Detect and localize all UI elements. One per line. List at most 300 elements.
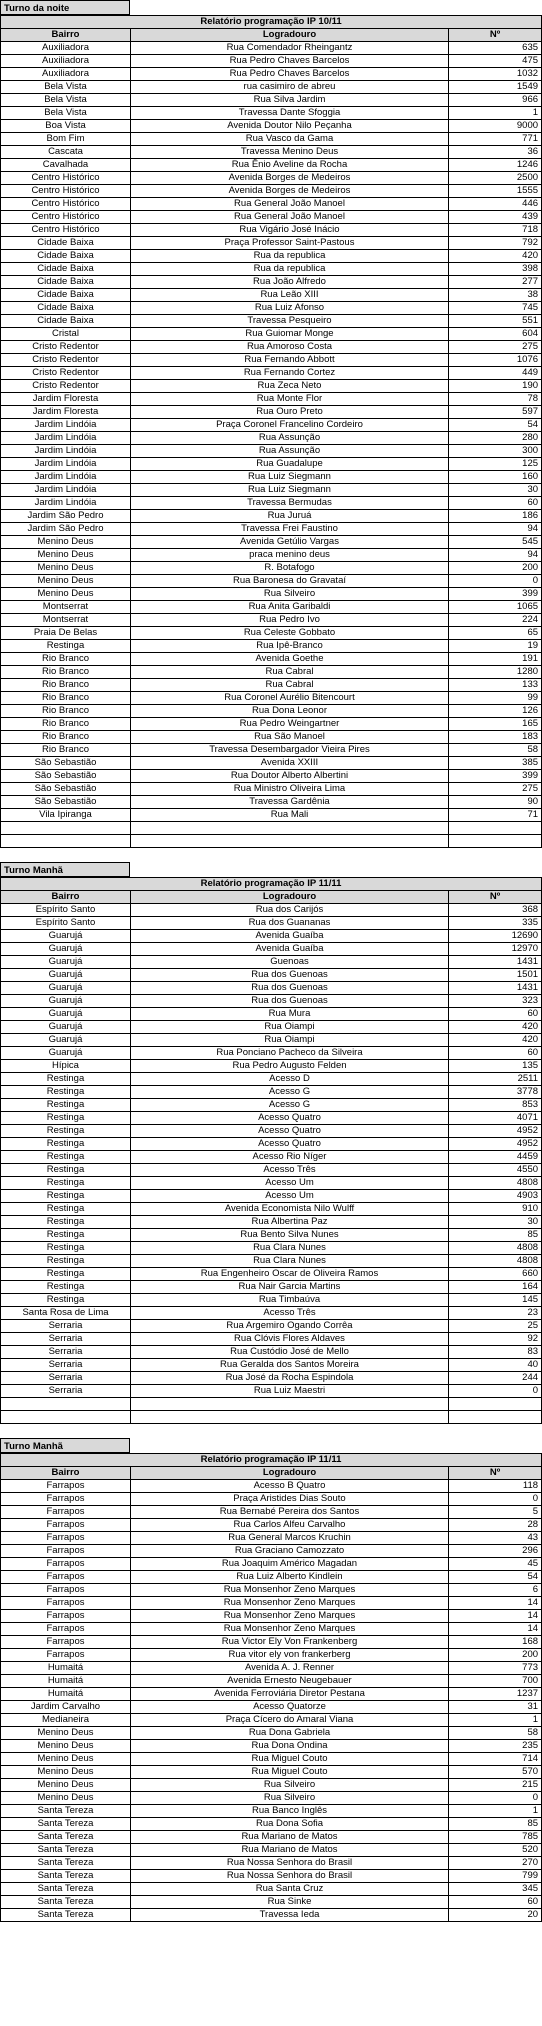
cell-logradouro[interactable]: Travessa Menino Deus [131,146,449,159]
cell-numero[interactable]: 20 [449,1909,542,1922]
cell-bairro[interactable]: Cavalhada [1,159,131,172]
cell-numero[interactable]: 25 [449,1320,542,1333]
cell-bairro[interactable]: Restinga [1,1281,131,1294]
cell-logradouro[interactable]: Rua Mariano de Matos [131,1844,449,1857]
cell-bairro[interactable]: Santa Tereza [1,1805,131,1818]
cell-bairro[interactable]: São Sebastião [1,770,131,783]
cell-numero[interactable]: 5 [449,1506,542,1519]
cell-bairro[interactable]: Guarujá [1,1021,131,1034]
cell-numero[interactable]: 164 [449,1281,542,1294]
cell-numero[interactable]: 1076 [449,354,542,367]
cell-numero[interactable]: 551 [449,315,542,328]
cell-numero[interactable]: 54 [449,1571,542,1584]
cell-numero[interactable]: 1237 [449,1688,542,1701]
shift-label[interactable]: Turno Manhã [0,862,130,877]
cell-logradouro[interactable]: Rua Albertina Paz [131,1216,449,1229]
empty-cell[interactable] [1,822,131,835]
cell-numero[interactable]: 38 [449,289,542,302]
cell-logradouro[interactable]: Rua Ipê-Branco [131,640,449,653]
cell-numero[interactable]: 1501 [449,969,542,982]
cell-numero[interactable]: 94 [449,523,542,536]
cell-logradouro[interactable]: Rua dos Guenoas [131,995,449,1008]
cell-numero[interactable]: 345 [449,1883,542,1896]
cell-bairro[interactable]: Restinga [1,1151,131,1164]
cell-numero[interactable]: 92 [449,1333,542,1346]
cell-numero[interactable]: 420 [449,1034,542,1047]
cell-numero[interactable]: 1032 [449,68,542,81]
cell-bairro[interactable]: Restinga [1,1164,131,1177]
cell-numero[interactable]: 145 [449,1294,542,1307]
cell-logradouro[interactable]: Rua Assunção [131,432,449,445]
cell-bairro[interactable]: Rio Branco [1,705,131,718]
cell-numero[interactable]: 94 [449,549,542,562]
cell-logradouro[interactable]: Avenida XXIII [131,757,449,770]
cell-bairro[interactable]: Farrapos [1,1610,131,1623]
cell-bairro[interactable]: Menino Deus [1,562,131,575]
cell-bairro[interactable]: Santa Tereza [1,1896,131,1909]
cell-numero[interactable]: 773 [449,1662,542,1675]
cell-bairro[interactable]: Jardim Lindóia [1,458,131,471]
cell-bairro[interactable]: Farrapos [1,1519,131,1532]
cell-logradouro[interactable]: Rua Pedro Chaves Barcelos [131,55,449,68]
cell-bairro[interactable]: Restinga [1,1073,131,1086]
cell-bairro[interactable]: Santa Tereza [1,1818,131,1831]
cell-logradouro[interactable]: Rua Geralda dos Santos Moreira [131,1359,449,1372]
cell-numero[interactable]: 604 [449,328,542,341]
cell-numero[interactable]: 300 [449,445,542,458]
cell-bairro[interactable]: Jardim Lindóia [1,484,131,497]
cell-bairro[interactable]: Guarujá [1,1047,131,1060]
cell-logradouro[interactable]: Rua Mura [131,1008,449,1021]
cell-logradouro[interactable]: Guenoas [131,956,449,969]
cell-bairro[interactable]: Rio Branco [1,692,131,705]
cell-numero[interactable]: 1431 [449,982,542,995]
cell-bairro[interactable]: Farrapos [1,1480,131,1493]
cell-bairro[interactable]: Restinga [1,1216,131,1229]
cell-bairro[interactable]: Santa Tereza [1,1857,131,1870]
report-title[interactable]: Relatório programação IP 10/11 [1,16,542,29]
cell-bairro[interactable]: Restinga [1,1294,131,1307]
cell-logradouro[interactable]: Acesso Quatro [131,1138,449,1151]
cell-logradouro[interactable]: Acesso Quatorze [131,1701,449,1714]
cell-bairro[interactable]: Restinga [1,1190,131,1203]
cell-numero[interactable]: 85 [449,1818,542,1831]
cell-bairro[interactable]: Auxiliadora [1,68,131,81]
cell-numero[interactable]: 19 [449,640,542,653]
cell-numero[interactable]: 799 [449,1870,542,1883]
cell-numero[interactable]: 275 [449,783,542,796]
cell-logradouro[interactable]: Rua Amoroso Costa [131,341,449,354]
cell-bairro[interactable]: Santa Tereza [1,1870,131,1883]
cell-logradouro[interactable]: Acesso Três [131,1164,449,1177]
cell-numero[interactable]: 135 [449,1060,542,1073]
cell-numero[interactable]: 1 [449,1714,542,1727]
cell-bairro[interactable]: Centro Histórico [1,224,131,237]
cell-bairro[interactable]: Jardim São Pedro [1,523,131,536]
cell-bairro[interactable]: Guarujá [1,995,131,1008]
cell-logradouro[interactable]: Rua Cabral [131,666,449,679]
cell-logradouro[interactable]: Rua Joaquim Américo Magadan [131,1558,449,1571]
cell-numero[interactable]: 200 [449,1649,542,1662]
cell-bairro[interactable]: Cascata [1,146,131,159]
cell-numero[interactable]: 30 [449,484,542,497]
cell-logradouro[interactable]: Acesso Quatro [131,1112,449,1125]
cell-numero[interactable]: 966 [449,94,542,107]
cell-bairro[interactable]: Menino Deus [1,536,131,549]
cell-logradouro[interactable]: Rua Ponciano Pacheco da Silveira [131,1047,449,1060]
cell-logradouro[interactable]: Avenida Borges de Medeiros [131,185,449,198]
cell-numero[interactable]: 36 [449,146,542,159]
shift-label[interactable]: Turno Manhã [0,1438,130,1453]
cell-logradouro[interactable]: Rua Santa Cruz [131,1883,449,1896]
cell-bairro[interactable]: São Sebastião [1,757,131,770]
cell-bairro[interactable]: Guarujá [1,930,131,943]
empty-cell[interactable] [131,822,449,835]
cell-numero[interactable]: 186 [449,510,542,523]
cell-bairro[interactable]: Restinga [1,1086,131,1099]
cell-bairro[interactable]: Restinga [1,1229,131,1242]
cell-numero[interactable]: 4808 [449,1255,542,1268]
cell-logradouro[interactable]: Travessa Frei Faustino [131,523,449,536]
empty-cell[interactable] [1,835,131,848]
cell-numero[interactable]: 12970 [449,943,542,956]
cell-logradouro[interactable]: Rua Luiz Siegmann [131,484,449,497]
cell-numero[interactable]: 0 [449,1493,542,1506]
cell-bairro[interactable]: Jardim Lindóia [1,445,131,458]
cell-logradouro[interactable]: Rua dos Guenoas [131,969,449,982]
cell-logradouro[interactable]: Rua Carlos Alfeu Carvalho [131,1519,449,1532]
cell-bairro[interactable]: Menino Deus [1,588,131,601]
cell-bairro[interactable]: Cidade Baixa [1,250,131,263]
empty-cell[interactable] [449,822,542,835]
cell-numero[interactable]: 40 [449,1359,542,1372]
cell-logradouro[interactable]: Rua Engenheiro Oscar de Oliveira Ramos [131,1268,449,1281]
cell-bairro[interactable]: Serraria [1,1359,131,1372]
cell-logradouro[interactable]: Rua José da Rocha Espindola [131,1372,449,1385]
cell-logradouro[interactable]: Rua Anita Garibaldi [131,601,449,614]
cell-numero[interactable]: 475 [449,55,542,68]
cell-logradouro[interactable]: Rua Silveiro [131,1779,449,1792]
cell-logradouro[interactable]: Avenida Borges de Medeiros [131,172,449,185]
cell-bairro[interactable]: Montserrat [1,601,131,614]
cell-numero[interactable]: 520 [449,1844,542,1857]
cell-numero[interactable]: 14 [449,1610,542,1623]
cell-bairro[interactable]: Cristo Redentor [1,341,131,354]
cell-bairro[interactable]: Boa Vista [1,120,131,133]
cell-bairro[interactable]: Cristal [1,328,131,341]
cell-bairro[interactable]: Guarujá [1,969,131,982]
cell-bairro[interactable]: Farrapos [1,1493,131,1506]
cell-numero[interactable]: 126 [449,705,542,718]
cell-bairro[interactable]: Farrapos [1,1558,131,1571]
cell-logradouro[interactable]: Praça Professor Saint-Pastous [131,237,449,250]
cell-logradouro[interactable]: Avenida Ernesto Neugebauer [131,1675,449,1688]
column-header-logradouro[interactable]: Logradouro [131,891,449,904]
cell-numero[interactable]: 4808 [449,1242,542,1255]
cell-bairro[interactable]: Guarujá [1,1008,131,1021]
cell-numero[interactable]: 635 [449,42,542,55]
cell-logradouro[interactable]: Rua da republica [131,250,449,263]
empty-cell[interactable] [131,1411,449,1424]
cell-numero[interactable]: 1 [449,107,542,120]
cell-bairro[interactable]: Bom Fim [1,133,131,146]
empty-cell[interactable] [131,1398,449,1411]
cell-logradouro[interactable]: Rua Baronesa do Gravataí [131,575,449,588]
cell-logradouro[interactable]: Acesso Quatro [131,1125,449,1138]
cell-bairro[interactable]: Praia De Belas [1,627,131,640]
cell-numero[interactable]: 215 [449,1779,542,1792]
cell-numero[interactable]: 660 [449,1268,542,1281]
cell-bairro[interactable]: Humaitá [1,1662,131,1675]
cell-logradouro[interactable]: Rua Bento Silva Nunes [131,1229,449,1242]
cell-bairro[interactable]: Farrapos [1,1649,131,1662]
cell-bairro[interactable]: Guarujá [1,1034,131,1047]
empty-cell[interactable] [449,835,542,848]
cell-bairro[interactable]: Farrapos [1,1597,131,1610]
cell-logradouro[interactable]: Rua Monsenhor Zeno Marques [131,1623,449,1636]
cell-bairro[interactable]: Rio Branco [1,679,131,692]
cell-bairro[interactable]: Cidade Baixa [1,302,131,315]
cell-bairro[interactable]: Jardim Lindóia [1,497,131,510]
cell-numero[interactable]: 78 [449,393,542,406]
cell-logradouro[interactable]: Rua Fernando Cortez [131,367,449,380]
cell-numero[interactable]: 1555 [449,185,542,198]
cell-bairro[interactable]: Cidade Baixa [1,237,131,250]
cell-numero[interactable]: 368 [449,904,542,917]
cell-bairro[interactable]: Serraria [1,1385,131,1398]
cell-numero[interactable]: 60 [449,1047,542,1060]
cell-logradouro[interactable]: Rua Monsenhor Zeno Marques [131,1597,449,1610]
cell-bairro[interactable]: Menino Deus [1,1779,131,1792]
cell-logradouro[interactable]: Rua Fernando Abbott [131,354,449,367]
cell-bairro[interactable]: Cidade Baixa [1,315,131,328]
cell-bairro[interactable]: Rio Branco [1,731,131,744]
cell-logradouro[interactable]: Rua Clóvis Flores Aldaves [131,1333,449,1346]
empty-cell[interactable] [449,1398,542,1411]
cell-numero[interactable]: 0 [449,575,542,588]
cell-logradouro[interactable]: Rua São Manoel [131,731,449,744]
cell-logradouro[interactable]: Rua Dona Leonor [131,705,449,718]
cell-numero[interactable]: 200 [449,562,542,575]
cell-numero[interactable]: 165 [449,718,542,731]
cell-numero[interactable]: 65 [449,627,542,640]
cell-numero[interactable]: 12690 [449,930,542,943]
cell-bairro[interactable]: Auxiliadora [1,42,131,55]
cell-numero[interactable]: 58 [449,744,542,757]
cell-logradouro[interactable]: Rua Dona Sofia [131,1818,449,1831]
cell-logradouro[interactable]: Acesso Um [131,1190,449,1203]
cell-numero[interactable]: 4071 [449,1112,542,1125]
cell-numero[interactable]: 714 [449,1753,542,1766]
cell-bairro[interactable]: Cidade Baixa [1,263,131,276]
cell-logradouro[interactable]: Acesso G [131,1086,449,1099]
cell-bairro[interactable]: Menino Deus [1,1727,131,1740]
cell-logradouro[interactable]: Acesso Rio Níger [131,1151,449,1164]
cell-logradouro[interactable]: Rua Clara Nunes [131,1255,449,1268]
cell-bairro[interactable]: Jardim Lindóia [1,432,131,445]
cell-bairro[interactable]: Cidade Baixa [1,276,131,289]
cell-logradouro[interactable]: Rua dos Guananas [131,917,449,930]
cell-logradouro[interactable]: Rua Mali [131,809,449,822]
cell-numero[interactable]: 399 [449,588,542,601]
cell-numero[interactable]: 60 [449,497,542,510]
cell-numero[interactable]: 9000 [449,120,542,133]
cell-numero[interactable]: 28 [449,1519,542,1532]
cell-logradouro[interactable]: Rua Silveiro [131,588,449,601]
cell-logradouro[interactable]: Rua Victor Ely Von Frankenberg [131,1636,449,1649]
cell-numero[interactable]: 45 [449,1558,542,1571]
cell-bairro[interactable]: Jardim Lindóia [1,419,131,432]
cell-bairro[interactable]: Santa Tereza [1,1844,131,1857]
cell-numero[interactable]: 785 [449,1831,542,1844]
cell-bairro[interactable]: Cidade Baixa [1,289,131,302]
cell-logradouro[interactable]: R. Botafogo [131,562,449,575]
column-header-bairro[interactable]: Bairro [1,29,131,42]
cell-logradouro[interactable]: Rua General Marcos Kruchin [131,1532,449,1545]
cell-numero[interactable]: 545 [449,536,542,549]
cell-numero[interactable]: 58 [449,1727,542,1740]
cell-numero[interactable]: 439 [449,211,542,224]
cell-numero[interactable]: 398 [449,263,542,276]
cell-numero[interactable]: 910 [449,1203,542,1216]
cell-bairro[interactable]: Centro Histórico [1,185,131,198]
cell-numero[interactable]: 335 [449,917,542,930]
cell-bairro[interactable]: Bela Vista [1,81,131,94]
cell-bairro[interactable]: Farrapos [1,1636,131,1649]
cell-numero[interactable]: 1431 [449,956,542,969]
cell-bairro[interactable]: Humaitá [1,1675,131,1688]
cell-bairro[interactable]: Farrapos [1,1532,131,1545]
cell-numero[interactable]: 570 [449,1766,542,1779]
column-header-numero[interactable]: Nº [449,1467,542,1480]
cell-logradouro[interactable]: Praça Cícero do Amaral Viana [131,1714,449,1727]
cell-logradouro[interactable]: praca menino deus [131,549,449,562]
report-title[interactable]: Relatório programação IP 11/11 [1,1454,542,1467]
cell-logradouro[interactable]: Avenida Guaíba [131,943,449,956]
column-header-numero[interactable]: Nº [449,29,542,42]
cell-bairro[interactable]: Restinga [1,1255,131,1268]
cell-logradouro[interactable]: Rua Nossa Senhora do Brasil [131,1857,449,1870]
cell-numero[interactable]: 3778 [449,1086,542,1099]
cell-logradouro[interactable]: Praça Coronel Francelino Cordeiro [131,419,449,432]
cell-bairro[interactable]: Menino Deus [1,1753,131,1766]
cell-numero[interactable]: 168 [449,1636,542,1649]
cell-numero[interactable]: 14 [449,1597,542,1610]
cell-numero[interactable]: 4952 [449,1138,542,1151]
cell-numero[interactable]: 449 [449,367,542,380]
cell-logradouro[interactable]: Rua Coronel Aurélio Bitencourt [131,692,449,705]
cell-numero[interactable]: 771 [449,133,542,146]
cell-numero[interactable]: 1246 [449,159,542,172]
cell-logradouro[interactable]: Rua Pedro Weingartner [131,718,449,731]
cell-numero[interactable]: 60 [449,1896,542,1909]
cell-logradouro[interactable]: Rua Luiz Siegmann [131,471,449,484]
cell-bairro[interactable]: Restinga [1,1268,131,1281]
cell-bairro[interactable]: Jardim Floresta [1,393,131,406]
cell-logradouro[interactable]: Rua Silva Jardim [131,94,449,107]
cell-numero[interactable]: 83 [449,1346,542,1359]
cell-bairro[interactable]: Farrapos [1,1506,131,1519]
cell-bairro[interactable]: Restinga [1,1125,131,1138]
cell-logradouro[interactable]: Rua Assunção [131,445,449,458]
cell-logradouro[interactable]: Rua João Alfredo [131,276,449,289]
cell-logradouro[interactable]: Travessa Bermudas [131,497,449,510]
cell-logradouro[interactable]: Rua Monsenhor Zeno Marques [131,1584,449,1597]
cell-bairro[interactable]: Restinga [1,1177,131,1190]
cell-logradouro[interactable]: Rua Pedro Augusto Felden [131,1060,449,1073]
cell-bairro[interactable]: Bela Vista [1,107,131,120]
cell-numero[interactable]: 235 [449,1740,542,1753]
cell-bairro[interactable]: Serraria [1,1320,131,1333]
cell-numero[interactable]: 118 [449,1480,542,1493]
cell-numero[interactable]: 1 [449,1805,542,1818]
cell-bairro[interactable]: Santa Tereza [1,1909,131,1922]
empty-cell[interactable] [1,1398,131,1411]
cell-logradouro[interactable]: Rua Graciano Camozzato [131,1545,449,1558]
empty-cell[interactable] [449,1411,542,1424]
cell-logradouro[interactable]: Rua Ouro Preto [131,406,449,419]
cell-logradouro[interactable]: Rua dos Carijós [131,904,449,917]
cell-logradouro[interactable]: Avenida Goethe [131,653,449,666]
cell-logradouro[interactable]: Rua Guiomar Monge [131,328,449,341]
cell-bairro[interactable]: Restinga [1,1138,131,1151]
cell-logradouro[interactable]: Rua Clara Nunes [131,1242,449,1255]
cell-bairro[interactable]: Santa Tereza [1,1831,131,1844]
cell-logradouro[interactable]: Rua Monte Flor [131,393,449,406]
cell-numero[interactable]: 54 [449,419,542,432]
cell-bairro[interactable]: Espírito Santo [1,904,131,917]
cell-bairro[interactable]: Restinga [1,1203,131,1216]
cell-logradouro[interactable]: Rua Vasco da Gama [131,133,449,146]
cell-logradouro[interactable]: Avenida Guaíba [131,930,449,943]
cell-bairro[interactable]: Farrapos [1,1584,131,1597]
cell-logradouro[interactable]: Travessa Gardênia [131,796,449,809]
cell-logradouro[interactable]: Rua Vigário José Inácio [131,224,449,237]
cell-bairro[interactable]: Guarujá [1,943,131,956]
cell-bairro[interactable]: Humaitá [1,1688,131,1701]
cell-bairro[interactable]: Farrapos [1,1623,131,1636]
cell-numero[interactable]: 296 [449,1545,542,1558]
cell-numero[interactable]: 2500 [449,172,542,185]
column-header-logradouro[interactable]: Logradouro [131,1467,449,1480]
cell-logradouro[interactable]: Rua Luiz Afonso [131,302,449,315]
cell-bairro[interactable]: Centro Histórico [1,172,131,185]
cell-numero[interactable]: 745 [449,302,542,315]
cell-bairro[interactable]: Auxiliadora [1,55,131,68]
cell-logradouro[interactable]: Rua Oiampi [131,1034,449,1047]
cell-bairro[interactable]: Espírito Santo [1,917,131,930]
cell-logradouro[interactable]: Rua Sinke [131,1896,449,1909]
cell-bairro[interactable]: Santa Tereza [1,1883,131,1896]
cell-logradouro[interactable]: Rua Juruá [131,510,449,523]
cell-logradouro[interactable]: Travessa Dante Sfoggia [131,107,449,120]
cell-bairro[interactable]: Menino Deus [1,575,131,588]
cell-numero[interactable]: 0 [449,1385,542,1398]
cell-bairro[interactable]: Restinga [1,1112,131,1125]
cell-bairro[interactable]: Serraria [1,1372,131,1385]
cell-numero[interactable]: 190 [449,380,542,393]
cell-logradouro[interactable]: Rua Cabral [131,679,449,692]
cell-bairro[interactable]: Cristo Redentor [1,367,131,380]
cell-bairro[interactable]: Jardim São Pedro [1,510,131,523]
cell-logradouro[interactable]: Rua Celeste Gobbato [131,627,449,640]
cell-bairro[interactable]: Rio Branco [1,718,131,731]
cell-numero[interactable]: 4808 [449,1177,542,1190]
cell-logradouro[interactable]: Rua Doutor Alberto Albertini [131,770,449,783]
cell-bairro[interactable]: Farrapos [1,1545,131,1558]
cell-logradouro[interactable]: Rua Bernabé Pereira dos Santos [131,1506,449,1519]
cell-numero[interactable]: 446 [449,198,542,211]
